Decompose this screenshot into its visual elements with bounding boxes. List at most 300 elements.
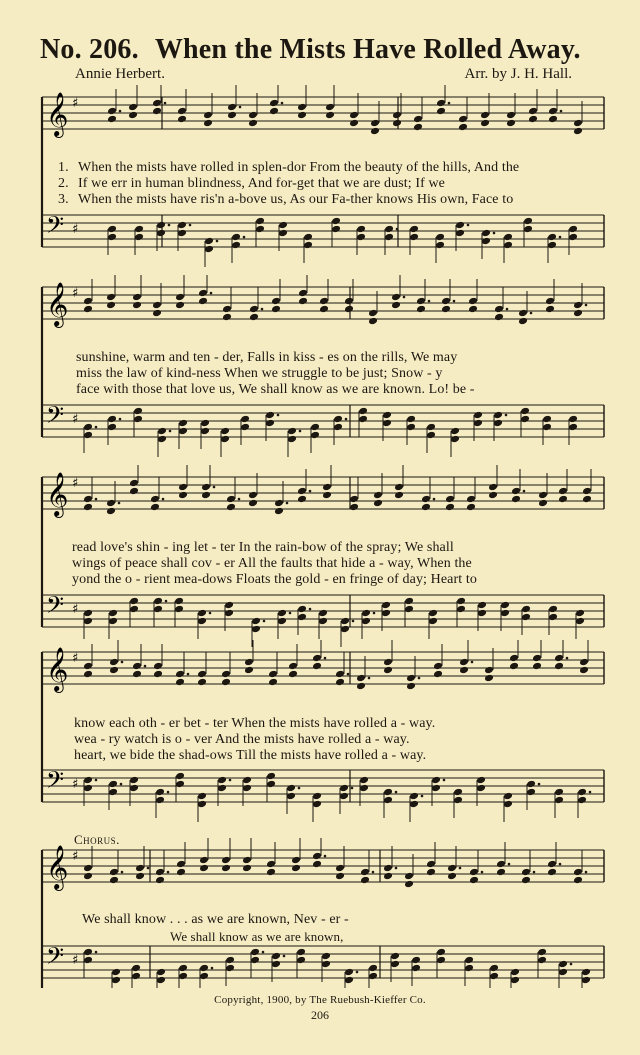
note-head: [476, 784, 486, 793]
note-head: [108, 788, 118, 797]
note-head: [391, 301, 401, 310]
note-head: [349, 111, 359, 120]
note-head: [297, 103, 307, 112]
note-head: [554, 788, 564, 797]
note-head: [83, 609, 93, 618]
bass-staff: [42, 401, 604, 457]
note-head: [83, 617, 93, 626]
note-head: [199, 864, 209, 873]
note-dot: [118, 502, 121, 505]
note-head: [310, 431, 320, 440]
note-head: [244, 666, 254, 675]
note-head: [318, 609, 328, 618]
note-head: [568, 233, 578, 242]
note-head: [384, 225, 394, 234]
hymn-title: [40, 34, 620, 66]
note-head: [153, 670, 163, 679]
note-head: [131, 964, 141, 973]
note-head: [575, 617, 585, 626]
sharp-icon: ♯: [72, 476, 79, 491]
note-dot: [585, 304, 588, 307]
note-head: [488, 483, 498, 492]
note-head: [175, 678, 185, 687]
bass-staff: [42, 591, 604, 647]
note-head: [132, 301, 142, 310]
note-dot: [418, 677, 421, 680]
note-head: [532, 662, 542, 671]
note-head: [133, 407, 143, 416]
note-head: [266, 772, 276, 781]
note-dot: [324, 657, 327, 660]
note-head: [217, 776, 227, 785]
note-head: [426, 860, 436, 869]
note-head: [390, 952, 400, 961]
note-head: [510, 976, 520, 985]
note-head: [83, 670, 93, 679]
note-head: [152, 99, 162, 108]
sharp-icon: ♯: [72, 602, 79, 617]
note-dot: [459, 867, 462, 870]
note-head: [296, 956, 306, 965]
note-dot: [453, 300, 456, 303]
note-head: [178, 972, 188, 981]
note-dot: [481, 871, 484, 874]
note-head: [573, 119, 583, 128]
note-dot: [570, 963, 573, 966]
note-head: [360, 876, 370, 885]
note-head: [441, 305, 451, 314]
note-head: [409, 800, 419, 809]
note-head: [231, 241, 241, 250]
note-dot: [298, 787, 301, 790]
verse-line-1: read love's shin - ing let - ter In the rain-bow of the spray; We shall: [72, 540, 454, 555]
note-head: [178, 491, 188, 500]
note-head: [224, 609, 234, 618]
note-head: [359, 776, 369, 785]
note-head: [335, 864, 345, 873]
note-head: [484, 666, 494, 675]
note-head: [368, 964, 378, 973]
note-dot: [165, 600, 168, 603]
note-head: [174, 597, 184, 606]
note-head: [312, 662, 322, 671]
note-dot: [523, 490, 526, 493]
note-head: [431, 784, 441, 793]
note-head: [197, 670, 207, 679]
note-head: [224, 601, 234, 610]
note-head: [481, 229, 491, 238]
note-head: [358, 407, 368, 416]
note-head: [278, 229, 288, 238]
treble-staff: [42, 275, 604, 328]
note-dot: [281, 102, 284, 105]
note-dot: [443, 779, 446, 782]
note-head: [409, 792, 419, 801]
note-head: [426, 431, 436, 440]
note-head: [109, 666, 119, 675]
note-dot: [216, 240, 219, 243]
treble-staff: [42, 85, 604, 138]
note-head: [248, 499, 258, 508]
treble-staff: [42, 640, 604, 693]
note-head: [406, 423, 416, 432]
note-head: [476, 776, 486, 785]
note-head: [153, 597, 163, 606]
note-dot: [286, 502, 289, 505]
note-head: [340, 617, 350, 626]
sharp-icon: ♯: [72, 651, 79, 666]
note-dot: [585, 871, 588, 874]
note-dot: [347, 673, 350, 676]
chorus-lyric-1: We shall know . . . as we are known, Nev - er -: [82, 912, 349, 927]
note-head: [349, 119, 359, 128]
note-head: [554, 662, 564, 671]
note-dot: [120, 783, 123, 786]
note-head: [133, 415, 143, 424]
note-head: [286, 784, 296, 793]
note-dot: [428, 300, 431, 303]
note-head: [199, 856, 209, 865]
note-head: [286, 792, 296, 801]
chorus-lyric-2: We shall know as we are known,: [170, 929, 344, 944]
chorus-label: Chorus.: [74, 832, 120, 847]
note-head: [291, 856, 301, 865]
note-head: [409, 233, 419, 242]
note-head: [558, 495, 568, 504]
note-head: [221, 670, 231, 679]
note-dot: [433, 498, 436, 501]
note-head: [303, 233, 313, 242]
note-head: [231, 233, 241, 242]
note-head: [340, 625, 350, 634]
note-dot: [560, 110, 563, 113]
note-head: [509, 654, 519, 663]
note-head: [312, 852, 322, 861]
note-dot: [277, 414, 280, 417]
note-head: [404, 597, 414, 606]
note-dot: [471, 661, 474, 664]
note-head: [464, 956, 474, 965]
note-head: [441, 297, 451, 306]
note-dot: [421, 795, 424, 798]
note-head: [383, 864, 393, 873]
note-dot: [119, 110, 122, 113]
note-head: [339, 784, 349, 793]
note-head: [383, 666, 393, 675]
note-head: [255, 225, 265, 234]
note-dot: [262, 951, 265, 954]
note-head: [538, 491, 548, 500]
note-head: [200, 419, 210, 428]
note-head: [177, 115, 187, 124]
note-head: [269, 107, 279, 116]
note-head: [109, 658, 119, 667]
note-head: [274, 499, 284, 508]
note-dot: [299, 430, 302, 433]
note-dot: [187, 673, 190, 676]
note-head: [107, 415, 117, 424]
note-dot: [162, 498, 165, 501]
note-head: [335, 678, 345, 687]
note-head: [129, 776, 139, 785]
note-head: [321, 952, 331, 961]
note-dot: [210, 292, 213, 295]
note-head: [503, 792, 513, 801]
note-head: [523, 217, 533, 226]
note-head: [109, 868, 119, 877]
note-head: [197, 800, 207, 809]
note-head: [175, 772, 185, 781]
note-head: [368, 972, 378, 981]
note-head: [226, 495, 236, 504]
note-head: [266, 868, 276, 877]
note-dot: [239, 106, 242, 109]
note-head: [548, 107, 558, 116]
note-dot: [121, 871, 124, 874]
treble-clef-icon: 𝄞: [46, 282, 69, 326]
note-head: [107, 115, 117, 124]
note-head: [200, 427, 210, 436]
note-head: [250, 956, 260, 965]
note-head: [331, 217, 341, 226]
note-head: [288, 662, 298, 671]
note-head: [503, 233, 513, 242]
note-head: [240, 415, 250, 424]
treble-clef-icon: 𝄞: [46, 472, 69, 516]
note-head: [155, 868, 165, 877]
note-head: [573, 127, 583, 136]
note-head: [554, 654, 564, 663]
note-head: [128, 111, 138, 120]
note-dot: [395, 867, 398, 870]
note-head: [251, 625, 261, 634]
note-head: [312, 654, 322, 663]
note-head: [150, 495, 160, 504]
note-head: [83, 431, 93, 440]
note-dot: [467, 224, 470, 227]
note-head: [83, 662, 93, 671]
note-head: [494, 305, 504, 314]
note-head: [132, 293, 142, 302]
page-number: 206: [311, 1008, 329, 1022]
note-dot: [538, 783, 541, 786]
note-head: [493, 419, 503, 428]
note-head: [156, 968, 166, 977]
note-head: [155, 876, 165, 885]
note-dot: [589, 791, 592, 794]
note-dot: [167, 791, 170, 794]
note-head: [199, 972, 209, 981]
note-dot: [263, 620, 266, 623]
copyright-notice: Copyright, 1900, by The Ruebush-Kieffer Co.: [214, 994, 426, 1006]
note-head: [177, 107, 187, 116]
note-head: [333, 415, 343, 424]
note-head: [421, 495, 431, 504]
note-head: [178, 419, 188, 428]
note-head: [277, 609, 287, 618]
note-dot: [505, 414, 508, 417]
note-head: [573, 301, 583, 310]
note-dot: [95, 951, 98, 954]
bass-staff: [42, 942, 604, 988]
note-head: [152, 309, 162, 318]
note-head: [547, 860, 557, 869]
note-head: [312, 860, 322, 869]
note-head: [227, 111, 237, 120]
note-dot: [396, 228, 399, 231]
note-head: [288, 670, 298, 679]
note-head: [459, 658, 469, 667]
note-head: [298, 289, 308, 298]
note-head: [156, 976, 166, 985]
note-head: [178, 964, 188, 973]
note-head: [268, 670, 278, 679]
note-head: [356, 233, 366, 242]
note-head: [132, 662, 142, 671]
note-head: [155, 796, 165, 805]
note-head: [453, 796, 463, 805]
note-head: [271, 297, 281, 306]
note-head: [266, 780, 276, 789]
note-head: [521, 613, 531, 622]
note-head: [221, 678, 231, 687]
note-head: [83, 956, 93, 965]
note-head: [325, 111, 335, 120]
note-dot: [261, 308, 264, 311]
note-head: [413, 115, 423, 124]
note-head: [568, 423, 578, 432]
note-head: [383, 796, 393, 805]
note-head: [157, 427, 167, 436]
treble-clef-icon: 𝄞: [46, 845, 69, 889]
note-head: [455, 221, 465, 230]
note-head: [157, 435, 167, 444]
note-head: [573, 868, 583, 877]
note-head: [199, 964, 209, 973]
note-head: [248, 119, 258, 128]
note-head: [579, 666, 589, 675]
note-head: [344, 305, 354, 314]
note-head: [577, 788, 587, 797]
note-head: [381, 601, 391, 610]
note-head: [466, 503, 476, 512]
note-head: [506, 111, 516, 120]
note-dot: [95, 498, 98, 501]
note-head: [242, 856, 252, 865]
note-head: [450, 427, 460, 436]
note-head: [361, 617, 371, 626]
note-head: [464, 964, 474, 973]
note-head: [322, 483, 332, 492]
note-head: [547, 868, 557, 877]
note-head: [447, 864, 457, 873]
note-head: [250, 948, 260, 957]
note-head: [319, 297, 329, 306]
note-dot: [352, 620, 355, 623]
bass-clef-icon: 𝄢: [46, 591, 65, 624]
note-head: [392, 119, 402, 128]
note-dot: [493, 232, 496, 235]
note-head: [244, 658, 254, 667]
note-dot: [351, 787, 354, 790]
note-head: [287, 427, 297, 436]
note-head: [456, 597, 466, 606]
note-dot: [368, 677, 371, 680]
note-head: [175, 780, 185, 789]
note-head: [155, 788, 165, 797]
note-head: [108, 780, 118, 789]
note-head: [221, 864, 231, 873]
verse-line-1: know each oth - er bet - ter When the mists have rolled a - way.: [74, 716, 436, 731]
note-head: [83, 297, 93, 306]
note-head: [456, 605, 466, 614]
note-head: [582, 495, 592, 504]
sharp-icon: ♯: [72, 777, 79, 792]
verse-line-2: wea - ry watch is o - ver And the mists have rolled a - way.: [74, 732, 410, 747]
note-dot: [144, 665, 147, 668]
note-head: [358, 415, 368, 424]
note-head: [469, 868, 479, 877]
note-head: [197, 792, 207, 801]
hymn-number: No. 206.: [40, 34, 139, 65]
note-head: [433, 670, 443, 679]
note-dot: [189, 224, 192, 227]
note-head: [489, 964, 499, 973]
note-head: [274, 507, 284, 516]
note-head: [312, 800, 322, 809]
note-head: [297, 111, 307, 120]
note-head: [518, 317, 528, 326]
note-head: [433, 662, 443, 671]
note-head: [413, 123, 423, 132]
note-dot: [395, 791, 398, 794]
note-head: [198, 289, 208, 298]
note-head: [406, 682, 416, 691]
note-dot: [356, 971, 359, 974]
note-head: [83, 948, 93, 957]
note-head: [178, 427, 188, 436]
verse-line-3: face with those that love us, We shall know as we are known. Lo! be -: [76, 382, 475, 397]
bass-clef-icon: 𝄢: [46, 211, 65, 244]
note-head: [221, 856, 231, 865]
note-head: [554, 796, 564, 805]
note-head: [383, 788, 393, 797]
note-head: [453, 788, 463, 797]
note-head: [582, 487, 592, 496]
note-head: [558, 960, 568, 969]
note-head: [135, 864, 145, 873]
note-head: [128, 103, 138, 112]
note-head: [547, 233, 557, 242]
note-dot: [121, 661, 124, 664]
note-head: [445, 495, 455, 504]
verse-line-2: miss the law of kind-ness When we struggle to be just; Snow - y: [76, 366, 443, 381]
note-dot: [373, 612, 376, 615]
note-head: [428, 609, 438, 618]
note-head: [373, 499, 383, 508]
note-head: [518, 309, 528, 318]
note-head: [538, 499, 548, 508]
note-head: [109, 876, 119, 885]
note-head: [547, 241, 557, 250]
verse-line-3: 3. When the mists have ris'n a-bove us, As our Fa-ther knows His own, Face to: [58, 192, 514, 207]
note-head: [511, 487, 521, 496]
note-head: [107, 233, 117, 242]
note-head: [297, 605, 307, 614]
note-head: [344, 968, 354, 977]
note-head: [455, 229, 465, 238]
note-head: [488, 491, 498, 500]
